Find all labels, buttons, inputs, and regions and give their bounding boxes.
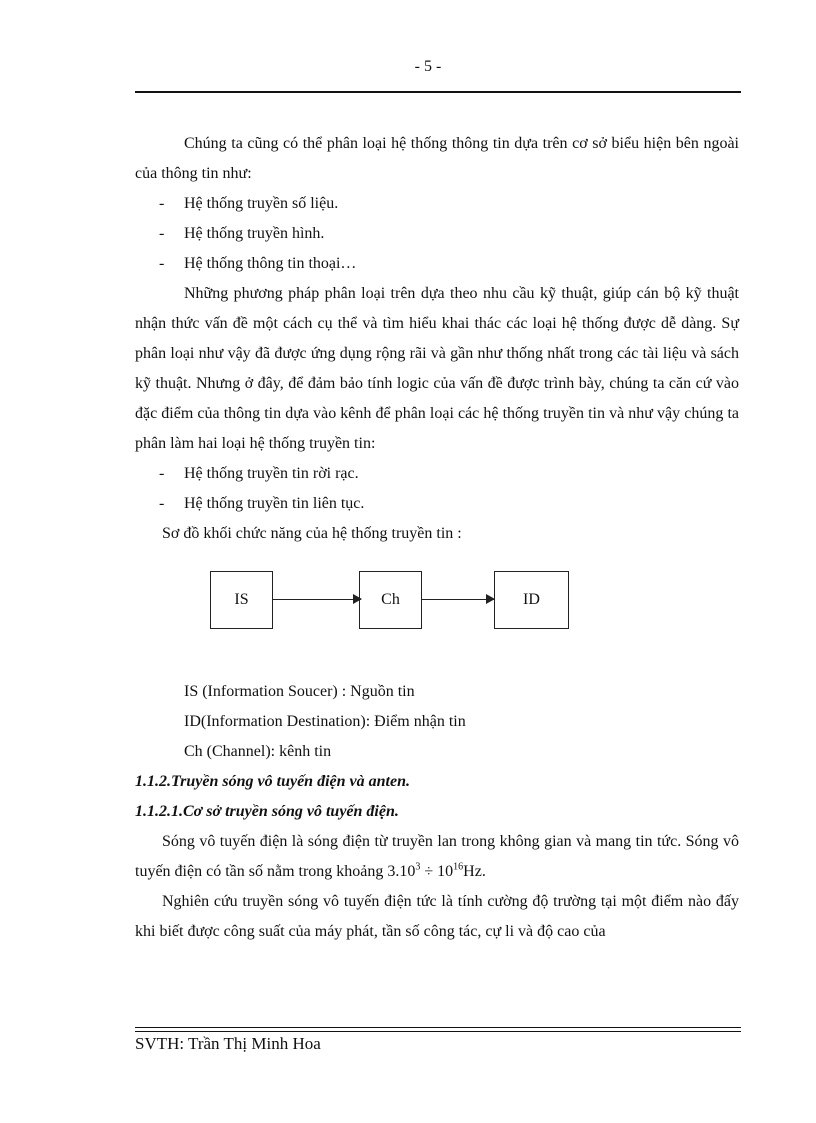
header-rule xyxy=(135,91,741,93)
arrow-right-icon xyxy=(273,599,361,600)
list-item-text: Hệ thống truyền tin rời rạc. xyxy=(184,465,359,482)
diagram-box-is: IS xyxy=(210,571,273,629)
section-paragraph-text: Hz. xyxy=(463,863,486,880)
list-item-text: Hệ thống truyền hình. xyxy=(184,225,325,242)
subsection-heading: 1.1.2.1.Cơ sở truyền sóng vô tuyến điện. xyxy=(135,803,399,820)
legend-line: IS (Information Soucer) : Nguồn tin xyxy=(184,683,415,700)
section-paragraph: Nghiên cứu truyền sóng vô tuyến điện tức là tính cường độ trường tại một điểm nào đấy khi biết được công suất của máy phát, tần số công tác, cự li và độ cao của xyxy=(135,893,739,940)
diagram-box-id: ID xyxy=(494,571,569,629)
list-item-text: Hệ thống thông tin thoại… xyxy=(184,255,357,272)
list-item: - Hệ thống truyền hình. xyxy=(159,225,325,242)
legend-line: ID(Information Destination): Điểm nhận tin xyxy=(184,713,466,730)
list-item: - Hệ thống truyền số liệu. xyxy=(159,195,339,212)
list-item: - Hệ thống truyền tin rời rạc. xyxy=(159,465,359,482)
section-paragraph-text: Sóng vô tuyến điện là sóng điện từ truyền lan trong không gian và mang tin tức. Sóng vô tuyến điện có tần số nằm trong khoảng 3.10 xyxy=(135,833,739,880)
list-item: - Hệ thống truyền tin liên tục. xyxy=(159,495,365,512)
list-item-text: Hệ thống truyền số liệu. xyxy=(184,195,339,212)
section-paragraph-text: ÷ 10 xyxy=(420,863,454,880)
page-content xyxy=(135,129,739,947)
list-item-text: Hệ thống truyền tin liên tục. xyxy=(184,495,365,512)
legend-line: Ch (Channel): kênh tin xyxy=(184,743,332,760)
footer-rule xyxy=(135,1027,741,1032)
exponent: 3 xyxy=(415,861,421,873)
footer-author: SVTH: Trần Thị Minh Hoa xyxy=(135,1034,321,1053)
intro-paragraph: Chúng ta cũng có thể phân loại hệ thống thông tin dựa trên cơ sở biểu hiện bên ngoài của thông tin như: xyxy=(135,135,739,182)
block-diagram xyxy=(135,549,739,677)
section-heading: 1.1.2.Truyền sóng vô tuyến điện và anten. xyxy=(135,773,410,790)
list-item: - Hệ thống thông tin thoại… xyxy=(159,255,357,272)
arrow-right-icon xyxy=(422,599,494,600)
diagram-box-ch: Ch xyxy=(359,571,422,629)
body-paragraph: Những phương pháp phân loại trên dựa theo nhu cầu kỹ thuật, giúp cán bộ kỹ thuật nhận thức vấn đề một cách cụ thể và tìm hiểu khai thác các loại hệ thống được dễ dàng. Sự phân loại như vậy đã được ứng dụng rộng rãi và gần như thống nhất trong các tài liệu và sách kỹ thuật. Nhưng ở đây, để đảm bảo tính logic của vấn đề được trình bày, chúng ta căn cứ vào đặc điểm của thông tin dựa vào kênh để phân loại các hệ thống truyền tin và như vậy chúng ta phân làm hai loại hệ thống truyền tin: xyxy=(135,285,739,452)
section-paragraph xyxy=(135,827,739,887)
page-number: - 5 - xyxy=(414,58,442,75)
diagram-intro: Sơ đồ khối chức năng của hệ thống truyền tin : xyxy=(162,525,462,542)
exponent: 16 xyxy=(453,861,464,873)
